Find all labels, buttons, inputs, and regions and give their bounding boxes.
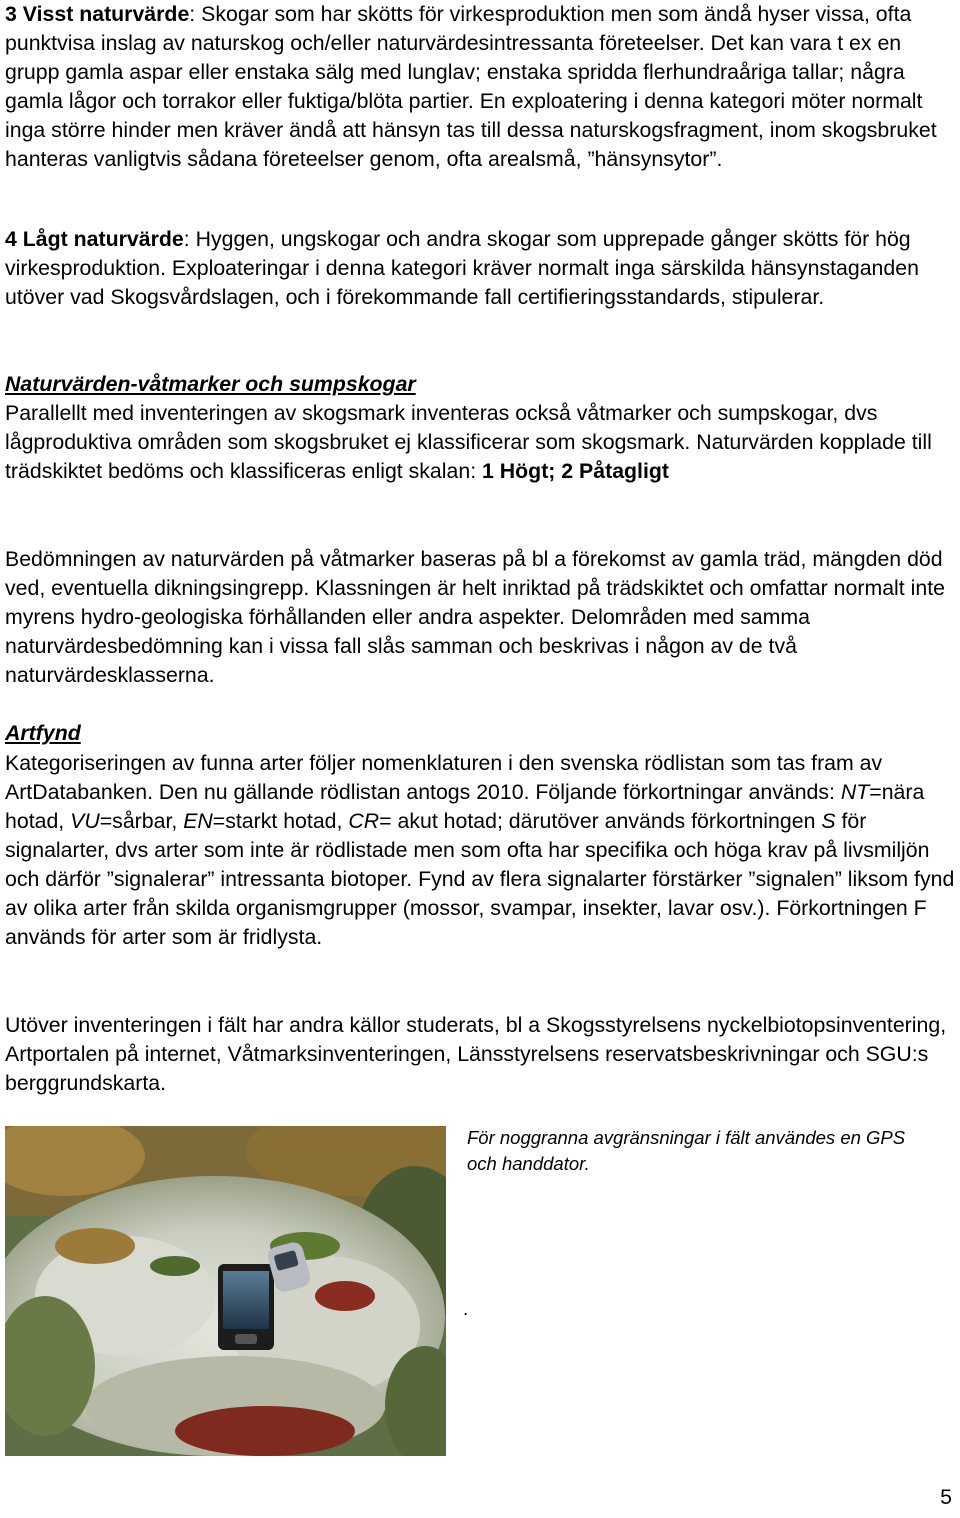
field-photo-illustration [5, 1126, 446, 1456]
species-text-3: =sårbar, [99, 809, 184, 833]
section-3-label: Visst naturvärde [22, 2, 190, 26]
wetlands-scale: 1 Högt; 2 Påtagligt [482, 459, 669, 483]
abbr-nt: NT [840, 780, 870, 804]
wetlands-paragraph-2: Bedömningen av naturvärden på våtmarker baseras på bl a förekomst av gamla träd, mängden död ved, eventuella dikningsingrepp. Klassningen är helt inriktad på trädskiktet och omfattar normalt inte myrens hydro-geologiska förhållanden eller andra aspekter. Delområden med samma naturvärdesbedömning kan i vissa fall slås samman och beskrivas i någon av de två naturvärdesklasserna. [5, 547, 945, 687]
section-4-text: : Hyggen, ungskogar och andra skogar som upprepade gånger skötts för hög virkesproduktion. Exploateringar i denna kategori kräver normalt inga särskilda hänsynstaganden utöver vad Skogsvårdslagen, och i förekommande fall certifieringsstandards, stipulerar. [5, 227, 919, 309]
abbr-en: EN [183, 809, 213, 833]
sources-paragraph: Utöver inventeringen i fält har andra källor studerats, bl a Skogsstyrelsens nyckelbiotopsinventering, Artportalen på internet, Våtmarksinventeringen, Länsstyrelsens reservatsbeskrivningar och SGU:s berggrundskarta. [5, 1013, 947, 1095]
section-4-number: 4 [5, 227, 17, 251]
section-3-paragraph [5, 0, 955, 174]
abbr-s: S [821, 809, 836, 833]
abbr-vu: VU [70, 809, 100, 833]
figure-caption: För noggranna avgränsningar i fält användes en GPS och handdator. [467, 1127, 906, 1174]
caption-trailing-dot: . [463, 1298, 469, 1319]
species-text-2: =nära hotad, [5, 780, 925, 833]
section-3-number: 3 [5, 2, 17, 26]
species-text-6: för signalarter, dvs arter som inte är rödlistade men som ofta har specifika och höga krav på livsmiljön och därför ”signalerar” intressanta biotoper. Fynd av flera signalarter förstärker ”signalen” liksom fynd av olika arter från skilda organismgrupper (mossor, svampar, insekter, lavar osv.). Förkortningen F används för arter som är fridlysta. [5, 809, 955, 949]
abbr-cr: CR [348, 809, 380, 833]
handheld-device [218, 1264, 274, 1350]
wetlands-heading: Naturvärden-våtmarker och sumpskogar [5, 372, 416, 396]
species-text-5: = akut hotad; därutöver används förkortningen [379, 809, 822, 833]
species-heading: Artfynd [5, 721, 81, 745]
section-4-label: Lågt naturvärde [22, 227, 184, 251]
field-photo-gps-device [5, 1126, 446, 1456]
wetlands-paragraph-1 [5, 399, 955, 486]
species-text-1: Kategoriseringen av funna arter följer nomenklaturen i den svenska rödlistan som tas fram av ArtDatabanken. Den nu gällande rödlistan antogs 2010. Följande förkortningar används: [5, 751, 883, 804]
section-4-paragraph [5, 225, 955, 312]
page-number: 5 [940, 1485, 952, 1509]
species-paragraph [5, 749, 955, 952]
wetlands-paragraph-1-text: Parallellt med inventeringen av skogsmark inventeras också våtmarker och sumpskogar, dvs lågproduktiva områden som skogsbruket ej klassificerar som skogsmark. Naturvärden kopplade till trädskiktet bedöms och klassificeras enligt skalan: [5, 401, 932, 483]
species-text-4: =starkt hotad, [212, 809, 349, 833]
section-3-text: : Skogar som har skötts för virkesproduktion men som ändå hyser vissa, ofta punktvisa inslag av naturskog och/eller naturvärdesintressanta företeelser. Det kan vara t ex en grupp gamla aspar eller enstaka sälg med lunglav; enstaka spridda flerhundraåriga tallar; några gamla lågor och torrakor eller fuktiga/blöta partier. En exploatering i denna kategori möter normalt inga större hinder men kräver ändå att hänsyn tas till dessa naturskogsfragment, inom skogsbruket hanteras vanligtvis sådana företeelser genom, ofta arealsmå, ”hänsynsytor”. [5, 2, 937, 171]
